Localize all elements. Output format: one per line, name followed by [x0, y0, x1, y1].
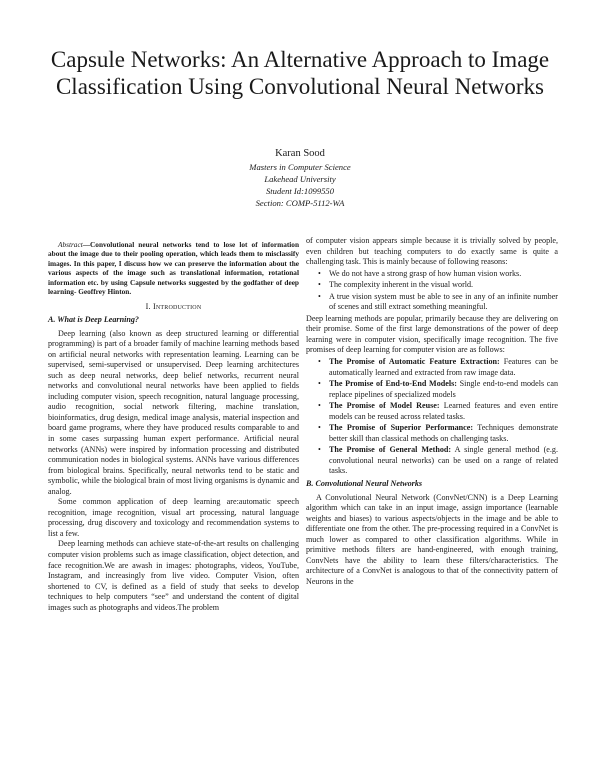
paragraph: Deep learning (also known as deep structured learning or differential programming) is part of a broader family of machine learning methods based on artificial neural networks with representation learning. Learning can be supervised, semi-supervised or unsupervised. Deep learning architectures such as deep neural networks, deep belief networks, recurrent neural networks and convolutional neural networks have been applied to fields including computer vision, speech recognition, natural language processing, audio recognition, social network filtering, machine translation, bioinformatics, drug design, medical image analysis, material inspection and board game programs, where they have produced results comparable to and in some cases surpassing human expert performance. Artificial neural networks (ANNs) were inspired by information processing and distributed communication nodes in biological systems. ANNs have various differences from biological brains. Specifically, neural networks tend to be static and symbolic, while the biological brain of most living organisms is dynamic and analog.	[48, 328, 299, 496]
paragraph: Some common application of deep learning are:automatic speech recognition, image recognition, visual art processing, natural language processing, drug discovery and toxicology and recommendation systems to list a few.	[48, 497, 299, 538]
list-item	[320, 445, 558, 477]
abstract-text: —Convolutional neural networks tend to lose lot of information about the image due to their pooling operation, which leads them to misclassify images. In this paper, I discuss how we can preserve the information about the various aspects of the image such as translational information, rotational information etc. by using Capsule networks suggested by the godfather of deep learning- Geoffrey Hinton.	[48, 240, 299, 297]
list-item: • A true vision system must be able to see in any of an infinite number of scenes and still extract something meaningful.	[320, 292, 558, 313]
paragraph: Deep learning methods can achieve state-of-the-art results on challenging computer vision problems such as image classification, object detection, and face recognition.We are awash in images: photographs, videos, YouTube, Instagram, and increasingly from live video. Computer Vision, often shortened to CV, is defined as a field of study that seeks to develop techniques to help computers “see” and understand the content of digital images such as photographs and videos.The problem	[48, 539, 299, 612]
list-item	[320, 423, 558, 444]
author-affiliation: Section: COMP-5112-WA	[255, 198, 345, 208]
author-affiliation: Masters in Computer Science	[249, 162, 351, 172]
promises-list	[306, 357, 558, 477]
list-item: • We do not have a strong grasp of how human vision works.	[320, 269, 558, 280]
right-column	[306, 236, 558, 588]
abstract	[48, 240, 299, 296]
promise-term: The Promise of Model Reuse:	[329, 401, 440, 411]
promise-text: Single end-to-end models can replace pipelines of specialized models	[329, 379, 559, 399]
promise-text: Features can be automatically learned and extracted from raw image data.	[329, 357, 558, 377]
abstract-label: Abstract	[58, 240, 83, 249]
list-item: • The complexity inherent in the visual world.	[320, 280, 558, 291]
author-affiliation: Student Id:1099550	[265, 186, 335, 196]
section-heading-introduction: I. Introduction	[145, 302, 202, 312]
author-block	[150, 147, 450, 209]
paper-title: Capsule Networks: An Alternative Approach to Image Classification Using Convolutional Neural Networks	[50, 47, 550, 99]
list-item	[320, 379, 558, 400]
promise-term: The Promise of Automatic Feature Extraction:	[329, 357, 500, 367]
paragraph: of computer vision appears simple because it is trivially solved by people, even children but teaching computers to do exactly same is quite a challenging task. This is mainly because of following reasons:	[306, 236, 558, 267]
list-item	[320, 357, 558, 378]
promise-text: Learned features and even entire models can be reused across related tasks.	[329, 401, 558, 421]
author-affiliation: Lakehead University	[264, 174, 336, 184]
subsection-heading-deep-learning: A. What is Deep Learning?	[48, 314, 139, 324]
reasons-list	[306, 269, 558, 313]
promise-term: The Promise of End-to-End Models:	[329, 379, 457, 389]
promise-term: The Promise of Superior Performance:	[329, 423, 474, 433]
list-item	[320, 401, 558, 422]
promise-text: Techniques demonstrate better skill than classical methods on challenging tasks.	[329, 423, 559, 443]
paragraph: A Convolutional Neural Network (ConvNet/CNN) is a Deep Learning algorithm which can take in an input image, assign importance (learnable weights and biases) to various aspects/objects in the image and be able to differentiate one from the other. The pre-processing required in a ConvNet is much lower as compared to other classification algorithms. While in primitive methods filters are hand-engineered, with enough training, ConvNets have the ability to learn these filters/characteristics. The architecture of a ConvNet is analogous to that of the connectivity pattern of Neurons in the	[306, 492, 558, 586]
left-column	[48, 240, 299, 613]
promise-term: The Promise of General Method:	[329, 445, 452, 455]
paragraph: Deep learning methods are popular, primarily because they are delivering on their promise. Some of the first large demonstrations of the power of deep learning were in computer vision, specifically image recognition. The five promises of deep learning for computer vision are as follows:	[306, 313, 558, 355]
subsection-heading-cnn: B. Convolutional Neural Networks	[306, 479, 423, 489]
author-name: Karan Sood	[275, 148, 325, 159]
promise-text: A single general method (e.g. convolutional neural networks) can be used on a range of related tasks.	[329, 445, 558, 476]
